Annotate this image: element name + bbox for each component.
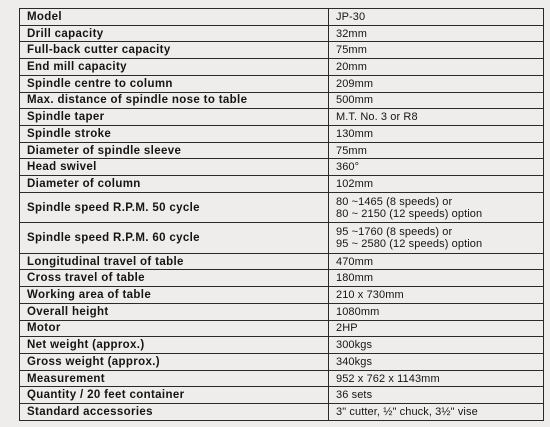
table-row [20,109,544,126]
table-row [20,370,544,387]
table-row [20,142,544,159]
spec-value [329,387,544,404]
spec-value-line: 3" cutter, ½" chuck, 3½" vise [336,406,478,419]
table-row [20,320,544,337]
spec-value-line: 130mm [336,127,374,140]
spec-label: Net weight (approx.) [20,337,329,354]
spec-value [329,320,544,337]
spec-value [329,109,544,126]
spec-value-line: 20mm [336,61,367,74]
spec-label: Diameter of spindle sleeve [20,142,329,159]
spec-label: Spindle centre to column [20,75,329,92]
spec-value [329,287,544,304]
spec-label: Spindle speed R.P.M. 60 cycle [20,223,329,253]
spec-label: Gross weight (approx.) [20,354,329,371]
spec-value [329,223,544,253]
spec-value [329,92,544,109]
table-row [20,270,544,287]
spec-label: Motor [20,320,329,337]
spec-label: Measurement [20,370,329,387]
spec-label: Diameter of column [20,176,329,193]
spec-value-line: 95 ~ 2580 (12 speeds) option [336,237,483,250]
spec-value-line: 36 sets [336,389,373,402]
table-row [20,9,544,26]
table-row [20,354,544,371]
table-row [20,253,544,270]
spec-value-line: 500mm [336,94,374,107]
spec-label: Max. distance of spindle nose to table [20,92,329,109]
spec-value-line: 80 ~ 2150 (12 speeds) option [336,207,483,220]
spec-value-line: 32mm [336,27,367,40]
spec-label: Working area of table [20,287,329,304]
table-row [20,192,544,222]
spec-value [329,303,544,320]
spec-value [329,253,544,270]
spec-value-line: 95 ~1760 (8 speeds) or [336,225,453,238]
table-row [20,42,544,59]
spec-label: Standard accessories [20,404,329,421]
spec-label: Overall height [20,303,329,320]
spec-value-line: JP-30 [336,10,366,23]
spec-value-line: 180mm [336,272,374,285]
spec-value [329,42,544,59]
spec-value [329,370,544,387]
table-row [20,303,544,320]
table-row [20,337,544,354]
spec-value [329,354,544,371]
spec-value-line: 209mm [336,77,374,90]
spec-label: Spindle taper [20,109,329,126]
table-row [20,59,544,76]
table-row [20,159,544,176]
spec-value-line: 470mm [336,255,374,268]
table-row [20,287,544,304]
spec-value [329,25,544,42]
spec-value [329,270,544,287]
spec-value-line: 2HP [336,322,358,335]
spec-label: Cross travel of table [20,270,329,287]
spec-value-line: 340kgs [336,355,373,368]
specification-table-body [20,9,544,421]
table-row [20,75,544,92]
spec-label: End mill capacity [20,59,329,76]
spec-value [329,176,544,193]
specification-table [19,8,544,421]
table-row [20,126,544,143]
spec-value-line: 300kgs [336,339,373,352]
table-row [20,176,544,193]
spec-value [329,75,544,92]
spec-value [329,337,544,354]
spec-value-line: 1080mm [336,305,380,318]
table-row [20,404,544,421]
spec-value [329,9,544,26]
table-row [20,223,544,253]
spec-value-line: 80 ~1465 (8 speeds) or [336,195,453,208]
table-row [20,92,544,109]
spec-label: Longitudinal travel of table [20,253,329,270]
spec-value-line: 210 x 730mm [336,288,404,301]
spec-label: Drill capacity [20,25,329,42]
spec-label: Quantity / 20 feet container [20,387,329,404]
spec-value [329,192,544,222]
spec-value-line: 102mm [336,178,374,191]
table-row [20,25,544,42]
spec-value [329,126,544,143]
spec-value [329,159,544,176]
spec-label: Head swivel [20,159,329,176]
spec-value [329,142,544,159]
spec-label: Spindle speed R.P.M. 50 cycle [20,192,329,222]
spec-value-line: 952 x 762 x 1143mm [336,372,440,385]
spec-value-line: 360° [336,161,360,174]
spec-label: Model [20,9,329,26]
table-row [20,387,544,404]
spec-value-line: 75mm [336,44,367,57]
spec-label: Full-back cutter capacity [20,42,329,59]
spec-value [329,59,544,76]
spec-label: Spindle stroke [20,126,329,143]
spec-value-line: M.T. No. 3 or R8 [336,111,418,124]
spec-value-line: 75mm [336,144,367,157]
spec-value [329,404,544,421]
